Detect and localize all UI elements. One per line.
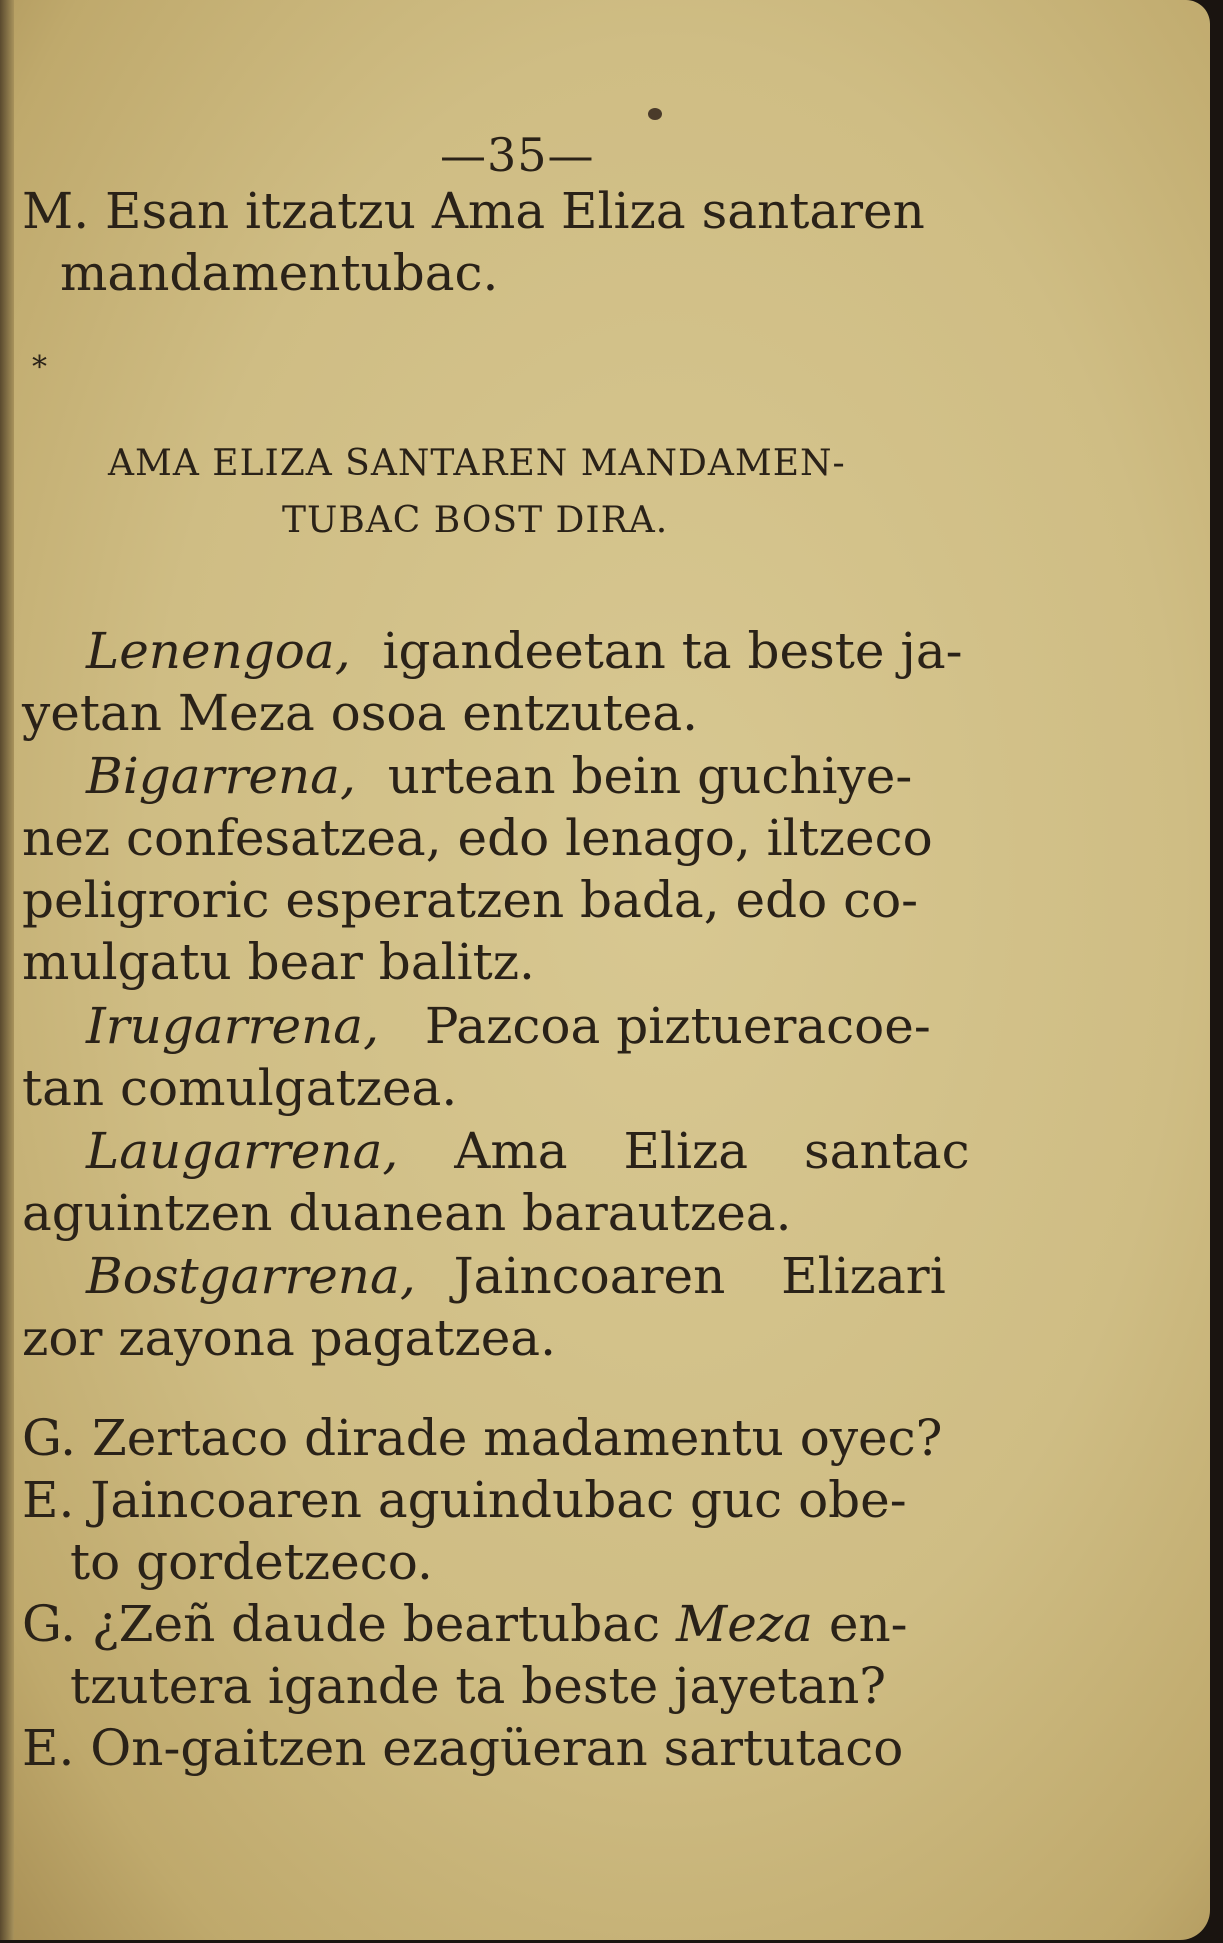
commandment-first-line	[86, 745, 912, 807]
commandment-first-line	[86, 1120, 970, 1182]
dialogue-italic: Meza	[676, 1595, 813, 1653]
question-line: M. Esan itzatzu Ama Eliza santaren	[22, 182, 925, 240]
dialogue-answer: to gordetzeco.	[70, 1533, 433, 1591]
commandment-ordinal: Irugarrena,	[86, 997, 379, 1055]
commandment-ordinal: Lenengoa,	[86, 622, 351, 680]
commandment-first-line	[86, 1245, 946, 1307]
commandment-line: yetan Meza osoa entzutea.	[22, 684, 699, 742]
commandment-ordinal: Bigarrena,	[86, 747, 356, 805]
page-number: —35—	[440, 128, 595, 182]
dialogue-answer: E. Jaincoaren aguindubac guc obe-	[22, 1471, 907, 1529]
commandment-first-line	[86, 620, 963, 682]
commandment-first-line	[86, 995, 931, 1057]
ink-speck	[648, 108, 662, 120]
commandment-text: Pazcoa piztueracoe-	[424, 997, 931, 1055]
commandment-ordinal: Bostgarrena,	[86, 1247, 416, 1305]
dialogue-question	[22, 1593, 908, 1655]
commandment-text: Jaincoaren Elizari	[453, 1247, 946, 1305]
dialogue-text: en-	[828, 1595, 908, 1653]
commandment-line: tan comulgatzea.	[22, 1059, 458, 1117]
commandment-text: Ama Eliza santac	[454, 1122, 970, 1180]
dialogue-text: G. ¿Zeñ daude beartubac	[22, 1595, 661, 1653]
question-line: mandamentubac.	[60, 244, 499, 302]
commandment-line: peligroric esperatzen bada, edo co-	[22, 871, 919, 929]
dialogue-question: tzutera igande ta beste jayetan?	[70, 1657, 887, 1715]
commandment-ordinal: Laugarrena,	[86, 1122, 399, 1180]
dialogue-answer: E. On-gaitzen ezagüeran sartutaco	[22, 1719, 904, 1777]
heading-line: AMA ELIZA SANTAREN MANDAMEN-	[108, 443, 846, 484]
commandment-text: igandeetan ta beste ja-	[382, 622, 963, 680]
commandment-line: nez confesatzea, edo lenago, iltzeco	[22, 809, 933, 867]
commandment-line: aguintzen duanean barautzea.	[22, 1184, 792, 1242]
commandment-text: urtean bein guchiye-	[387, 747, 913, 805]
commandment-line: zor zayona pagatzea.	[22, 1309, 557, 1367]
heading-asterisk: *	[32, 350, 48, 385]
heading-line: TUBAC BOST DIRA.	[282, 500, 669, 541]
commandment-line: mulgatu bear balitz.	[22, 933, 535, 991]
dialogue-question: G. Zertaco dirade madamentu oyec?	[22, 1409, 943, 1467]
